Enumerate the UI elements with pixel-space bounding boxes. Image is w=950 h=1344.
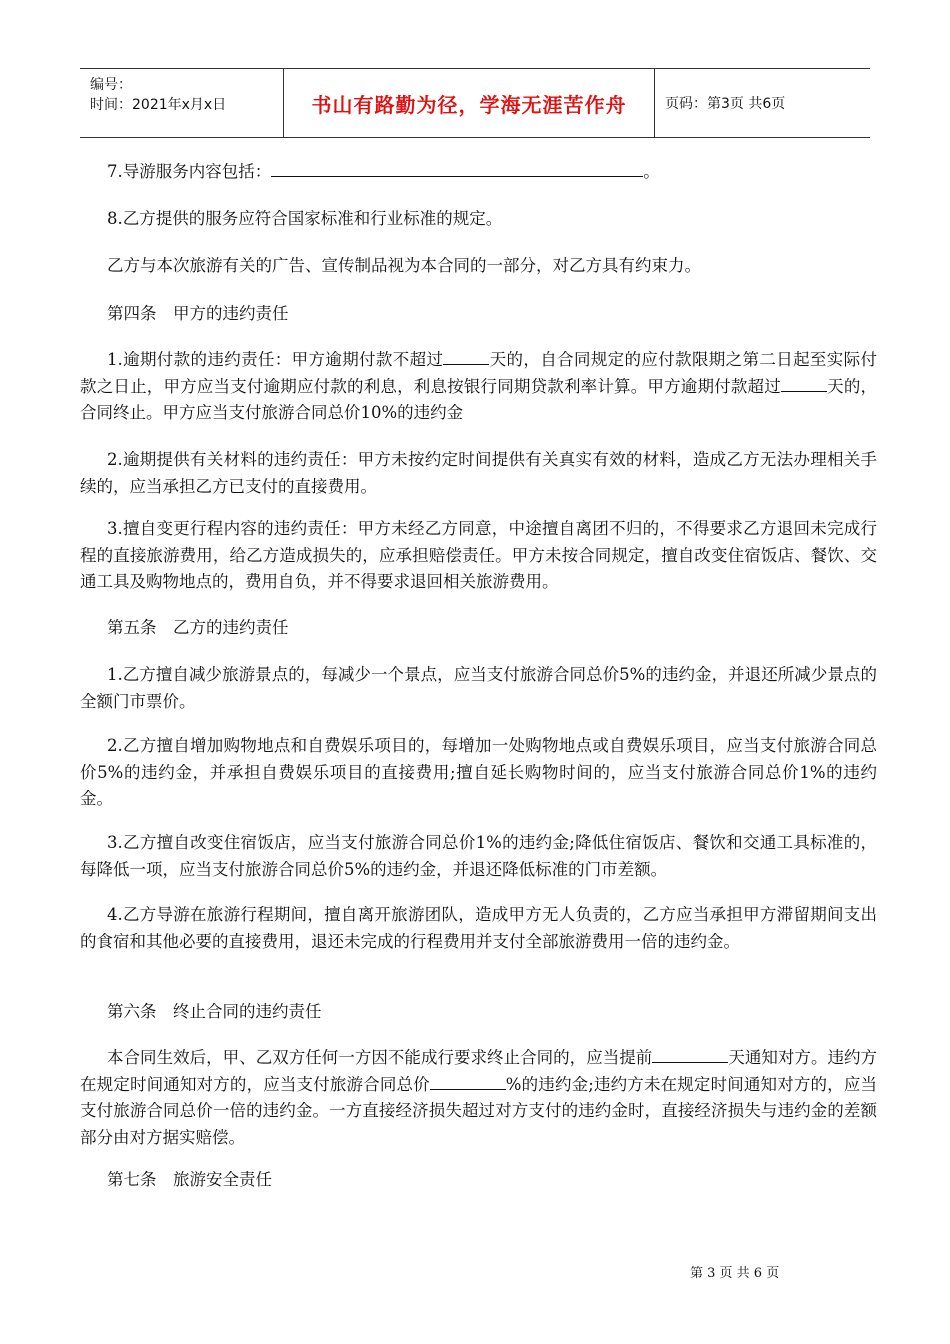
paragraph — [80, 347, 877, 427]
paragraph: 3.乙方擅自改变住宿饭店，应当支付旅游合同总价1%的违约金;降低住宿饭店、餐饮和交通工具标准的，每降低一项，应当支付旅游合同总价5%的违约金，并退还降低标准的门市差额。 — [80, 833, 877, 879]
fill-blank — [652, 1048, 728, 1063]
header-divider — [654, 69, 655, 137]
paragraph: 8.乙方提供的服务应符合国家标准和行业标准的规定。 — [107, 209, 503, 228]
paragraph-text: 。 — [643, 162, 660, 181]
paragraph-text: 天通知对方。违约方在规定时间通知对方的，应当支付旅游合同总价 — [80, 1048, 878, 1094]
paragraph-text: 天的，合同终止。甲方应当支付旅游合同总价10%的违约金 — [80, 376, 878, 422]
paragraph-service-content — [107, 159, 877, 186]
paragraph-text: %的违约金;违约方未在规定时间通知对方的，应当支付旅游合同总价一倍的违约金。一方直接经济损失超过对方支付的违约金时，直接经济损失与违约金的差额部分由对方据实赔偿。 — [80, 1074, 877, 1147]
section-heading: 第五条 乙方的违约责任 — [107, 618, 289, 637]
paragraph: 2.乙方擅自增加购物地点和自费娱乐项目的，每增加一处购物地点或自费娱乐项目，应当支付旅游合同总价5%的违约金，并承担自费娱乐项目的直接费用;擅自延长购物时间的，应当支付旅游合同总价1%的违约金。 — [80, 736, 877, 808]
header-meta — [90, 75, 226, 115]
section-heading: 第六条 终止合同的违约责任 — [107, 1002, 322, 1021]
time-label: 时间：2021年x月x日 — [90, 97, 227, 113]
header-page-info: 页码：第3页 共6页 — [665, 96, 786, 112]
paragraph — [80, 1045, 877, 1151]
paragraph: 乙方与本次旅游有关的广告、宣传制品视为本合同的一部分，对乙方具有约束力。 — [107, 256, 701, 275]
section-heading: 第七条 旅游安全责任 — [107, 1170, 272, 1189]
paragraph-text: 本合同生效后，甲、乙双方任何一方因不能成行要求终止合同的，应当提前 — [107, 1048, 653, 1067]
fill-blank — [443, 350, 489, 365]
paragraph: 4.乙方导游在旅游行程期间，擅自离开旅游团队，造成甲方无人负责的，乙方应当承担甲方滞留期间支出的食宿和其他必要的直接费用，退还未完成的行程费用并支付全部旅游费用一倍的违约金。 — [80, 905, 877, 951]
header-motto: 书山有路勤为径，学海无涯苦作舟 — [311, 92, 627, 117]
paragraph-text: 7.导游服务内容包括： — [107, 162, 272, 181]
section-heading: 第四条 甲方的违约责任 — [107, 304, 289, 323]
paragraph: 2.逾期提供有关材料的违约责任：甲方未按约定时间提供有关真实有效的材料，造成乙方无法办理相关手续的，应当承担乙方已支付的直接费用。 — [80, 450, 877, 496]
paragraph: 3.擅自变更行程内容的违约责任：甲方未经乙方同意，中途擅自离团不归的，不得要求乙方退回未完成行程的直接旅游费用，给乙方造成损失的，应承担赔偿责任。甲方未按合同规定，擅自改变住宿饭店、餐饮、交通工具及购物地点的，费用自负，并不得要求退回相关旅游费用。 — [80, 519, 877, 591]
paragraph: 1.乙方擅自减少旅游景点的，每减少一个景点，应当支付旅游合同总价5%的违约金，并退还所减少景点的全额门市票价。 — [80, 665, 877, 711]
page-header — [80, 68, 870, 138]
paragraph-text: 天的，自合同规定的应付款限期之第二日起至实际付款之日止，甲方应当支付逾期应付款的利息，利息按银行同期贷款利率计算。甲方逾期付款超过 — [80, 350, 878, 396]
number-label: 编号： — [90, 77, 132, 93]
fill-blank — [781, 377, 827, 392]
paragraph-text: 1.逾期付款的违约责任：甲方逾期付款不超过 — [107, 350, 444, 369]
fill-blank — [271, 162, 643, 177]
fill-blank — [430, 1075, 506, 1090]
page-footer: 第 3 页 共 6 页 — [690, 1266, 780, 1281]
